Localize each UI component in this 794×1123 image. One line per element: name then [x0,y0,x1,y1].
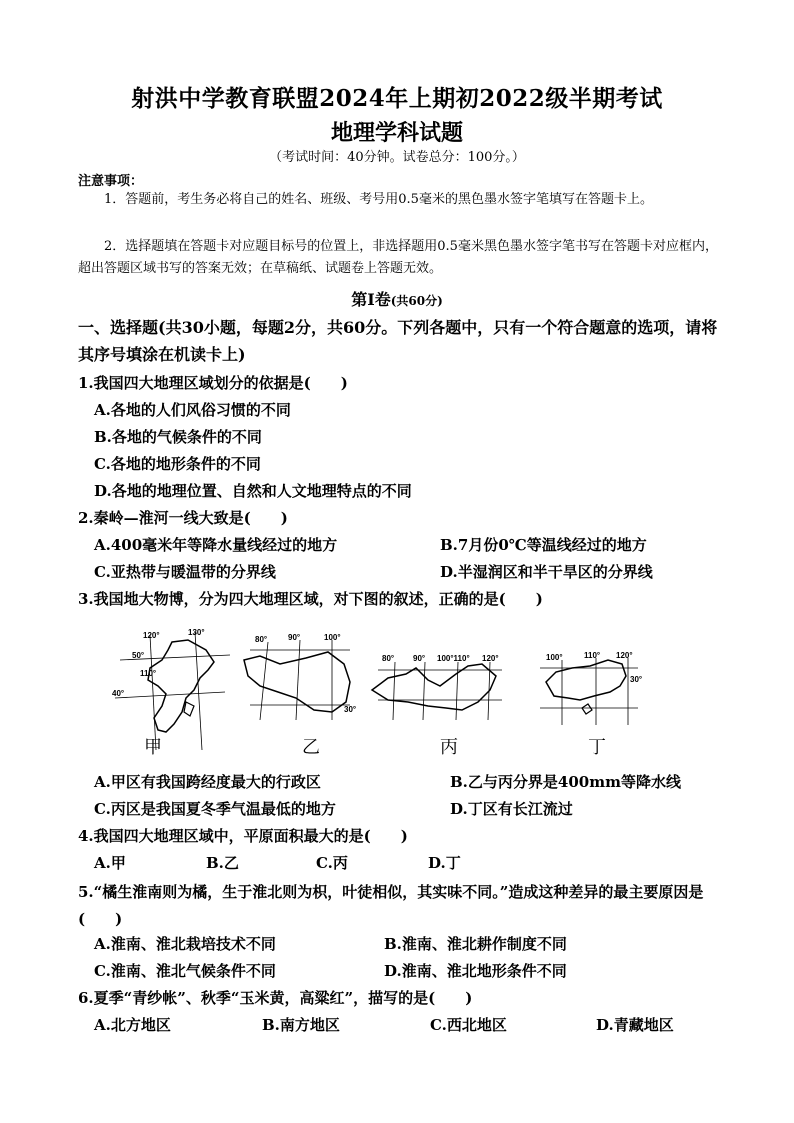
question-option: D.丁区有长江流过 [450,800,573,818]
region-maps-figure [110,620,670,760]
exam-title: 射洪中学教育联盟2024年上期初2022级半期考试 [131,85,663,112]
question-option: D.淮南、淮北地形条件不同 [384,962,567,980]
map-label-lat: 50° [132,651,145,660]
map-caption: 甲 [144,737,162,758]
question-option: A.甲区有我国跨经度最大的行政区 [94,773,321,791]
question-option: C.丙 [316,854,348,872]
question-option: D.半湿润区和半干旱区的分界线 [440,563,653,581]
map-caption: 丙 [440,737,458,758]
map-yi [244,640,350,720]
map-label-lon: 100°110° [437,654,470,663]
question-option: B.各地的气候条件的不同 [94,428,262,446]
question-stem: 5.“橘生淮南则为橘，生于淮北则为枳，叶徒相似，其实味不同。”造成这种差异的最主要原因是( ) [78,883,704,928]
map-label-lon: 80° [255,635,268,644]
question-option: C.亚热带与暖温带的分界线 [94,563,276,581]
section-score: (共60分) [390,294,443,308]
map-label-lat: 30° [630,675,643,684]
question-option: C.淮南、淮北气候条件不同 [94,962,276,980]
map-ding [540,658,638,725]
map-label-lon: 100° [546,653,563,662]
map-label-lon: 120° [616,651,633,660]
exam-info: （考试时间：40分钟。试卷总分：100分。） [269,150,525,165]
question-option: D.丁 [428,854,461,872]
map-label-lon: 80° [382,654,395,663]
question-option: A.各地的人们风俗习惯的不同 [94,401,291,419]
map-jia [115,632,230,750]
question-option: C.各地的地形条件的不同 [94,455,261,473]
map-label-lon: 120° [143,631,160,640]
question-option: B.7月份0℃等温线经过的地方 [440,536,647,554]
question-stem: 2.秦岭—淮河一线大致是( ) [78,509,288,527]
map-label-lat: 30° [344,705,357,714]
question-stem: 6.夏季“青纱帐”、秋季“玉米黄，高粱红”，描写的是( ) [78,989,473,1007]
map-label-lon: 110° [584,651,601,660]
question-option: C.丙区是我国夏冬季气温最低的地方 [94,800,336,818]
question-stem: 4.我国四大地理区域中，平原面积最大的是( ) [78,827,408,845]
note-item: 2．选择题填在答题卡对应题目标号的位置上，非选择题用0.5毫米黑色墨水签字笔书写在答题卡对应框内，超出答题区域书写的答案无效；在草稿纸、试题卷上答题无效。 [78,239,718,276]
note-item: 1．答题前，考生务必将自己的姓名、班级、考号用0.5毫米的黑色墨水签字笔填写在答题卡上。 [104,192,653,207]
section-instruction: 一、选择题(共30小题，每题2分，共60分。下列各题中，只有一个符合题意的选项，请将其序号填涂在机读卡上) [78,318,718,364]
question-option: B.南方地区 [262,1016,340,1034]
map-label-lon: 90° [288,633,301,642]
map-label-lon: 130° [188,628,205,637]
map-caption: 乙 [302,737,320,758]
question-option: B.乙与丙分界是400mm等降水线 [450,773,681,791]
question-stem: 3.我国地大物博，分为四大地理区域，对下图的叙述，正确的是( ) [78,590,543,608]
question-option: A.淮南、淮北栽培技术不同 [94,935,276,953]
map-caption: 丁 [588,737,606,758]
map-label-lon: 90° [413,654,426,663]
question-option: A.400毫米年等降水量线经过的地方 [94,536,338,554]
section-name: 第Ⅰ卷 [351,290,391,309]
map-label-lon: 120° [482,654,499,663]
question-option: A.甲 [94,854,126,872]
map-bing [372,662,502,720]
map-label-lon: 110° [140,669,157,678]
question-option: B.乙 [206,854,239,872]
question-option: D.青藏地区 [596,1016,674,1034]
question-option: C.西北地区 [430,1016,507,1034]
notes-heading: 注意事项： [78,174,144,189]
question-option: B.淮南、淮北耕作制度不同 [384,935,567,953]
section-title [0,287,794,310]
map-label-lat: 40° [112,689,125,698]
question-option: A.北方地区 [94,1016,171,1034]
map-label-lon: 100° [324,633,341,642]
question-option: D.各地的地理位置、自然和人文地理特点的不同 [94,482,412,500]
question-stem: 1.我国四大地理区域划分的依据是( ) [78,374,348,392]
subject-title: 地理学科试题 [330,120,463,146]
